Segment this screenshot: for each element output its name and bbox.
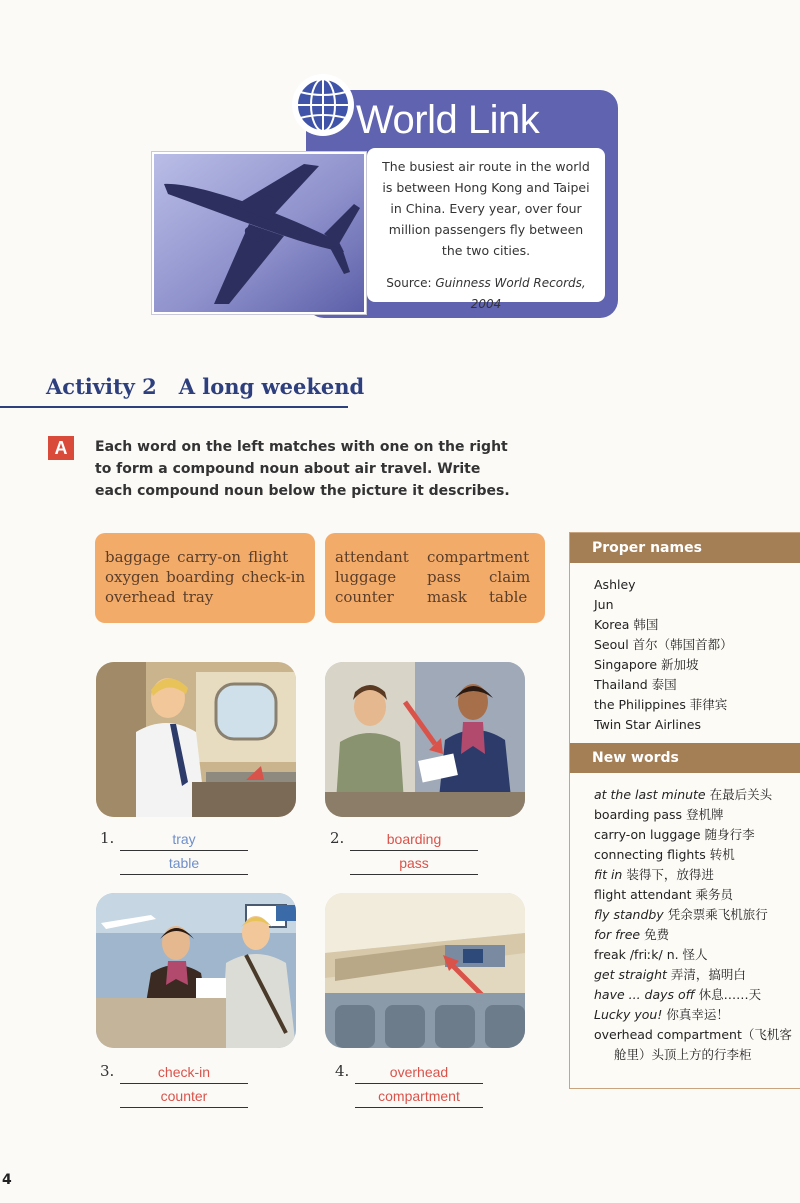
- word: attendant: [335, 548, 409, 566]
- new-word-term: carry-on luggage: [594, 827, 701, 842]
- new-word-term: for free: [594, 927, 641, 942]
- word-row: [335, 587, 535, 607]
- word-row: [105, 547, 305, 567]
- exercise-badge: A: [48, 436, 74, 460]
- tray-table-illustration: [96, 662, 296, 817]
- fact-line: is between Hong Kong and Taipei: [382, 180, 590, 195]
- word: luggage: [335, 568, 397, 586]
- fact-source: [375, 273, 597, 315]
- new-word-gloss: 在最后关头: [705, 787, 773, 802]
- new-word-gloss: 登机牌: [682, 807, 724, 822]
- globe-icon: [290, 72, 356, 138]
- fact-line: The busiest air route in the world: [382, 159, 590, 174]
- word-row: [105, 567, 305, 587]
- new-word-term: fit in: [594, 867, 623, 882]
- answer-number: 4.: [335, 1062, 350, 1080]
- new-word-term: have ... days off: [594, 987, 695, 1002]
- instruction-line: to form a compound noun about air travel. Write: [95, 461, 481, 477]
- world-link-title-bold: World: [356, 98, 458, 142]
- word: compartment: [427, 548, 530, 566]
- word: claim: [489, 568, 531, 586]
- new-words-list: [570, 773, 800, 1073]
- activity-underline: [0, 406, 348, 408]
- proper-name: Seoul 首尔（韩国首都）: [594, 637, 733, 652]
- new-word-gloss: （飞机客: [741, 1027, 792, 1042]
- answer-number: 3.: [100, 1062, 115, 1080]
- activity-title: Activity 2 A long weekend: [46, 374, 365, 399]
- boarding-pass-illustration: [325, 662, 525, 817]
- new-word: [594, 925, 800, 945]
- new-word: [594, 785, 800, 805]
- word: check-in: [241, 568, 306, 586]
- new-word: [594, 1025, 800, 1045]
- word: table: [489, 588, 528, 606]
- proper-names-list: [570, 563, 800, 743]
- word: flight: [248, 548, 289, 566]
- new-word: [594, 965, 800, 985]
- source-title: Guinness World Records, 2004: [435, 276, 586, 311]
- new-word-term: connecting flights: [594, 847, 706, 862]
- answer-line-2[interactable]: table: [120, 853, 248, 875]
- proper-name: Jun: [594, 597, 614, 612]
- proper-name: Ashley: [594, 577, 636, 592]
- new-word: [594, 945, 800, 965]
- fact-line: in China. Every year, over four: [390, 201, 582, 216]
- new-word-gloss: 装得下，放得进: [622, 867, 714, 882]
- word: carry-on: [177, 548, 242, 566]
- airplane-icon: [154, 154, 364, 312]
- new-word: [594, 805, 800, 825]
- new-word-gloss: 凭余票乘飞机旅行: [663, 907, 768, 922]
- answer-number: 2.: [330, 829, 345, 847]
- source-label: Source:: [386, 276, 436, 290]
- word: boarding: [166, 568, 235, 586]
- new-word: [594, 825, 800, 845]
- new-word: [594, 985, 800, 1005]
- answer-line-1[interactable]: boarding: [350, 829, 478, 851]
- answer-line-1[interactable]: overhead: [355, 1062, 483, 1084]
- new-word-term: get straight: [594, 967, 667, 982]
- world-link-title-light: Link: [457, 98, 540, 142]
- fact-line: million passengers fly between: [388, 222, 584, 237]
- airplane-photo: [152, 152, 366, 314]
- fact-line: the two cities.: [441, 243, 531, 258]
- answer-line-2[interactable]: counter: [120, 1086, 248, 1108]
- word-box-left: [95, 533, 315, 623]
- world-link-title: [356, 98, 539, 143]
- new-word-term: Lucky you!: [594, 1007, 663, 1022]
- new-word-gloss: 免费: [640, 927, 670, 942]
- overhead-compartment-illustration: [325, 893, 525, 1048]
- new-word-term: at the last minute: [594, 787, 706, 802]
- word-box-right: [325, 533, 545, 623]
- answer-line-1[interactable]: tray: [120, 829, 248, 851]
- word: baggage: [105, 548, 171, 566]
- new-word-gloss: 乘务员: [691, 887, 734, 902]
- word: tray: [182, 588, 214, 606]
- proper-name: Korea 韩国: [594, 617, 659, 632]
- new-word-gloss: 转机: [705, 847, 735, 862]
- new-word-gloss: 你真幸运！: [662, 1007, 729, 1022]
- world-link-fact: [367, 148, 605, 311]
- proper-name: Singapore 新加坡: [594, 657, 699, 672]
- word: counter: [335, 588, 394, 606]
- new-word-gloss: 休息……天: [694, 987, 762, 1002]
- answer-number: 1.: [100, 829, 115, 847]
- new-word-gloss: /friːk/ n. 怪人: [625, 947, 708, 962]
- new-word: [594, 905, 800, 925]
- proper-name: the Philippines 菲律宾: [594, 697, 728, 712]
- exercise-instruction: [95, 436, 515, 502]
- instruction-line: Each word on the left matches with one on the right: [95, 439, 508, 455]
- new-word-gloss: 弄清，搞明白: [666, 967, 746, 982]
- new-word-gloss: 随身行李: [700, 827, 755, 842]
- new-word-term: fly standby: [594, 907, 664, 922]
- new-word: [594, 865, 800, 885]
- proper-name: Thailand 泰国: [594, 677, 677, 692]
- instruction-line: each compound noun below the picture it describes.: [95, 483, 510, 499]
- proper-names-heading: Proper names: [570, 533, 800, 563]
- proper-name: Twin Star Airlines: [594, 717, 702, 732]
- word: overhead: [105, 588, 176, 606]
- answer-line-2[interactable]: compartment: [355, 1086, 483, 1108]
- vocabulary-sidebar: [569, 532, 800, 1089]
- word: pass: [427, 568, 461, 586]
- new-word: [594, 885, 800, 905]
- answer-line-1[interactable]: check-in: [120, 1062, 248, 1084]
- new-word: [594, 845, 800, 865]
- new-word-term: overhead compartment: [594, 1027, 742, 1042]
- new-word-term: freak: [594, 947, 626, 962]
- word-row: [105, 587, 305, 607]
- word: mask: [427, 588, 467, 606]
- page-number: 4: [2, 1172, 12, 1188]
- check-in-counter-illustration: [96, 893, 296, 1048]
- answer-line-2[interactable]: pass: [350, 853, 478, 875]
- new-word-term: boarding pass: [594, 807, 683, 822]
- new-word-term: flight attendant: [594, 887, 692, 902]
- word-row: [335, 567, 535, 587]
- word: oxygen: [105, 568, 160, 586]
- new-words-heading: New words: [570, 743, 800, 773]
- new-word: [594, 1005, 800, 1025]
- new-word-gloss: 舱里）头顶上方的行李柜: [614, 1047, 752, 1062]
- new-word: [594, 1045, 800, 1065]
- word-row: [335, 547, 535, 567]
